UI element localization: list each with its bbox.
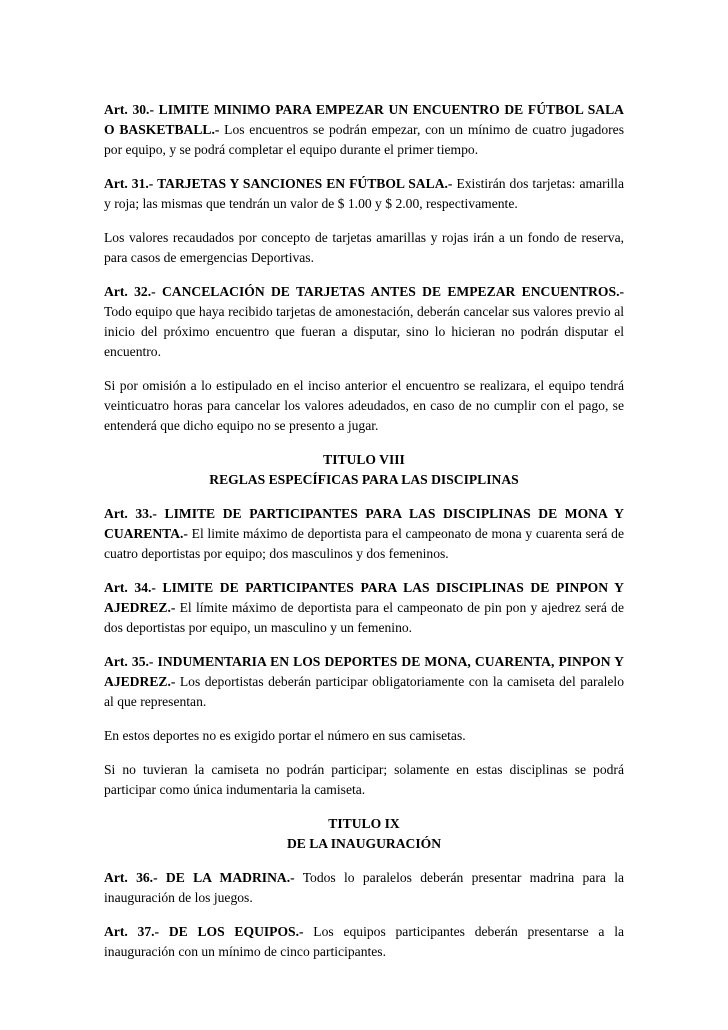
article-body: Los encuentros se podrán empezar, con un mínimo de cuatro jugadores por equipo, y se podrá completar el equipo durante el primer tiempo. [104, 122, 624, 157]
article-30 [104, 100, 624, 160]
title-viii [104, 450, 624, 490]
article-35 [104, 652, 624, 712]
paragraph: Si por omisión a lo estipulado en el inciso anterior el encuentro se realizara, el equipo tendrá veinticuatro horas para cancelar los valores adeudados, en caso de no cumplir con el pago, se entenderá que dicho equipo no se presento a jugar. [104, 378, 624, 433]
article-body: Existirán dos tarjetas: amarilla y roja; las mismas que tendrán un valor de $ 1.00 y $ 2.00, respectivamente. [104, 176, 624, 211]
paragraph: Los valores recaudados por concepto de tarjetas amarillas y rojas irán a un fondo de reserva, para casos de emergencias Deportivas. [104, 230, 624, 265]
article-heading: Art. 37.- DE LOS EQUIPOS.- [104, 924, 304, 939]
article-body: Todos lo paralelos deberán presentar madrina para la inauguración de los juegos. [104, 870, 625, 905]
article-heading: Art. 31.- TARJETAS Y SANCIONES EN FÚTBOL SALA.- [104, 176, 453, 191]
article-body: Los equipos participantes deberán presentarse a la inauguración con un mínimo de cinco participantes. [104, 924, 624, 959]
article-37 [104, 922, 624, 962]
title-number: TITULO IX [328, 816, 400, 831]
title-number: TITULO VIII [323, 452, 405, 467]
article-body: Todo equipo que haya recibido tarjetas de amonestación, deberán cancelar sus valores previo al inicio del próximo encuentro que fueran a disputar, sino lo hicieran no podrán disputar el encuentro. [104, 304, 624, 359]
article-31 [104, 174, 624, 214]
article-heading: Art. 34.- LIMITE DE PARTICIPANTES PARA LAS DISCIPLINAS DE PINPON Y AJEDREZ.- [104, 580, 624, 615]
article-33 [104, 504, 624, 564]
title-ix [104, 814, 624, 854]
article-heading: Art. 32.- CANCELACIÓN DE TARJETAS ANTES DE EMPEZAR ENCUENTROS.- [104, 284, 624, 299]
article-heading: Art. 33.- LIMITE DE PARTICIPANTES PARA LAS DISCIPLINAS DE MONA Y CUARENTA.- [104, 506, 624, 541]
paragraph: Si no tuvieran la camiseta no podrán participar; solamente en estas disciplinas se podrá participar como única indumentaria la camiseta. [104, 762, 624, 797]
article-body: Los deportistas deberán participar obligatoriamente con la camiseta del paralelo al que representan. [104, 674, 624, 709]
title-name: REGLAS ESPECÍFICAS PARA LAS DISCIPLINAS [209, 472, 519, 487]
article-body: El límite máximo de deportista para el campeonato de pin pon y ajedrez será de dos deportistas por equipo, un masculino y un femenino. [104, 600, 624, 635]
article-heading: Art. 35.- INDUMENTARIA EN LOS DEPORTES DE MONA, CUARENTA, PINPON Y AJEDREZ.- [104, 654, 624, 689]
article-heading: Art. 30.- LIMITE MINIMO PARA EMPEZAR UN ENCUENTRO DE FÚTBOL SALA O BASKETBALL.- [104, 102, 624, 137]
article-body: El limite máximo de deportista para el campeonato de mona y cuarenta será de cuatro deportistas por equipo; dos masculinos y dos femeninos. [104, 526, 624, 561]
paragraph: En estos deportes no es exigido portar el número en sus camisetas. [104, 728, 466, 743]
article-36 [104, 868, 624, 908]
article-32 [104, 282, 624, 362]
article-34 [104, 578, 624, 638]
article-heading: Art. 36.- DE LA MADRINA.- [104, 870, 295, 885]
title-name: DE LA INAUGURACIÓN [286, 836, 442, 851]
